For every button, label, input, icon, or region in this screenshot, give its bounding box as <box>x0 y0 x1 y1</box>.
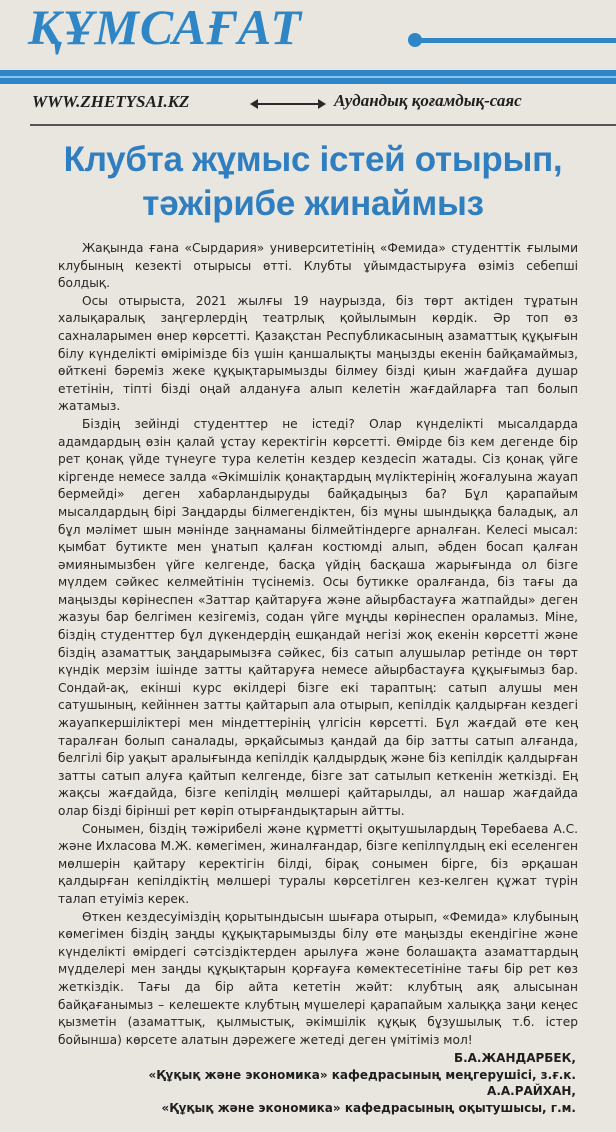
author-2-name: А.А.РАЙХАН, <box>487 1084 576 1098</box>
article-paragraph: Біздің зейінді студенттер не істеді? Олар күнделікті мысалдарда адамдардың өзін қалай ұстау керектігін көрсетті. Өмірде біз кем дегенде бір рет қонақ үйде түнеуге тура келетін кездер кездесіп жатады. Сіз қонақ үйге кіргенде немесе залда «Әкімшілік қонақтардың мүліктерінің жоғалуына жауап бермейді» деген хабарландыруды байқадыңыз ба? Бұл қарапайым мысалдардың бірі Заңдарды білмегендіктен, біз мұны шындыққа баладық, ал бұл мәлімет шын мәнінде заңнаманы білмейтіндерге арналған. Келесі мысал: қымбат бутикте мен ұнатып қалған костюмді алып, әбден босап қалған әмиянымызбен үйге келгенде, басқа үйдің басқаша жарығында ол бізге мүлдем сәйкес келмейтінін түсінеміз. Осы бутикке оралғанда, біз тағы да маңызды көрінеспен «Заттар қайтаруға және айырбастауға жатпайды» деген жазуы бар белгімен кезігеміз, содан үйге мұңды көрінеспен ораламыз. Міне, біздің студенттер бұл дүкендердің ешқандай негізі жоқ екенін көрсетті және біздің азаматтық заңдарымызға сәйкес, біз сатып алушылар ретінде он төрт күндік мерзім ішінде затты қайтаруға немесе айырбастауға құқығымыз бар. Сондай-ақ, екінші курс өкілдері бізге екі тараптың: сатып алушы мен сатушының, кейіннен затты қайтарып ала отырып, кепілдік қалдырған кездегі жауапкершіліктері мен міндеттерінің үлгісін көрсетті. Бұл жағдай өте кең таралған болып саналады, әрқайсымыз қандай да бір затты сатып алғанда, белгілі бір уақыт аралығында кепілдік қалдырдық және біз кепілдік қалдырған затты сатып алуға қайтып келгенде, бізге зат сатылып кеткенін жеткізді. Ең жақсы жағдайда, бізге кепілдің мөлшері қайтарылды, ал нашар жағдайда олар бізді бірінші рет көріп отырғандықтарын айтты. <box>58 416 578 818</box>
author-1-name: Б.А.ЖАНДАРБЕК, <box>453 1051 576 1065</box>
masthead-subline <box>0 86 616 122</box>
headline-line-2: тәжірибе жинаймыз <box>142 184 484 223</box>
article-signature <box>90 1050 576 1116</box>
article-paragraph: Өткен кездесуіміздің қорытындысын шығара отырып, «Фемида» клубының көмегімен біздің заңды құқықтарымызды білу өте маңызды екендігіне және күнделікті өмірдегі сәтсіздіктерден арылуға және болашақта азаматтардың мүдделері мен заңды құқықтарын қорғауға көмектесетініне тағы бір рет көз жеткіздік. Тағы да бір айта кететін жәйт: клубтың аяқ алысынан байқағанымыз – келешекте клубтың мүшелері қарапайым халыққа заңи кеңес қызметін (азаматтық, қылмыстық, әкімшілік құқық бұзушылық т.б. істер бойынша) көрсете алатын дәрежеге жетеді деген үмітіміз мол! <box>58 909 578 1047</box>
article-paragraph: Жақында ғана «Сырдария» университетінің «Фемида» студенттік ғылыми клубының кезекті отырысы өтті. Клубты ұйымдастыруға өзіміз себепші болдық. <box>58 241 578 291</box>
author-1-title: «Құқық және экономика» кафедрасының меңгерушісі, з.ғ.к. <box>148 1067 576 1082</box>
double-arrow-icon <box>252 103 324 105</box>
article-paragraph: Сонымен, біздің тәжірибелі және құрметті оқытушылардың Төребаева А.С. және Ихласова М.Ж. көмегімен, жиналғандар, бізге кепілпұлдың екі еселенген мөлшерін қайтару керектігін білді, бірақ сонымен бірге, біз әрқашан қалдырған кепілдіктің мөлшері туралы көрсетілген кез-келген құжат түрін талап етуіміз керек. <box>58 821 578 906</box>
headline-line-1: Клубта жұмыс істей отырып, <box>63 140 563 179</box>
newspaper-logo: ҚҰМСАҒАТ <box>28 0 302 55</box>
author-2-title: «Құқық және экономика» кафедрасының оқытушысы, г.м. <box>161 1100 576 1115</box>
article-headline <box>20 138 606 226</box>
article-body <box>58 240 578 1049</box>
logo-line-ornament <box>410 38 616 43</box>
masthead-band-stripe <box>0 76 616 78</box>
newspaper-masthead <box>0 0 616 84</box>
newspaper-tagline: Аудандық қоғамдық-саяс <box>334 91 522 110</box>
article-paragraph: Осы отырыста, 2021 жылғы 19 наурызда, біз төрт актіден тұратын халықаралық заңгерлердің театрлық қойылымын көрдік. Әр топ өз сахналарымен өнер көрсетті. Қазақстан Республикасының азаматтық құқығын білу күнделікті өмірімізде біз үшін қаншалықты маңызды екенін байқамаймыз, өйткені бәреміз жеке құқықтарымызды білмеу бізді қиын жағдайға душар ететінін, тіпті бізді оңай алдануға алып келетін жағдайларға тап болып жатамыз. <box>58 293 578 414</box>
header-divider <box>30 124 616 126</box>
website-url: WWW.ZHETYSAI.KZ <box>32 92 190 111</box>
